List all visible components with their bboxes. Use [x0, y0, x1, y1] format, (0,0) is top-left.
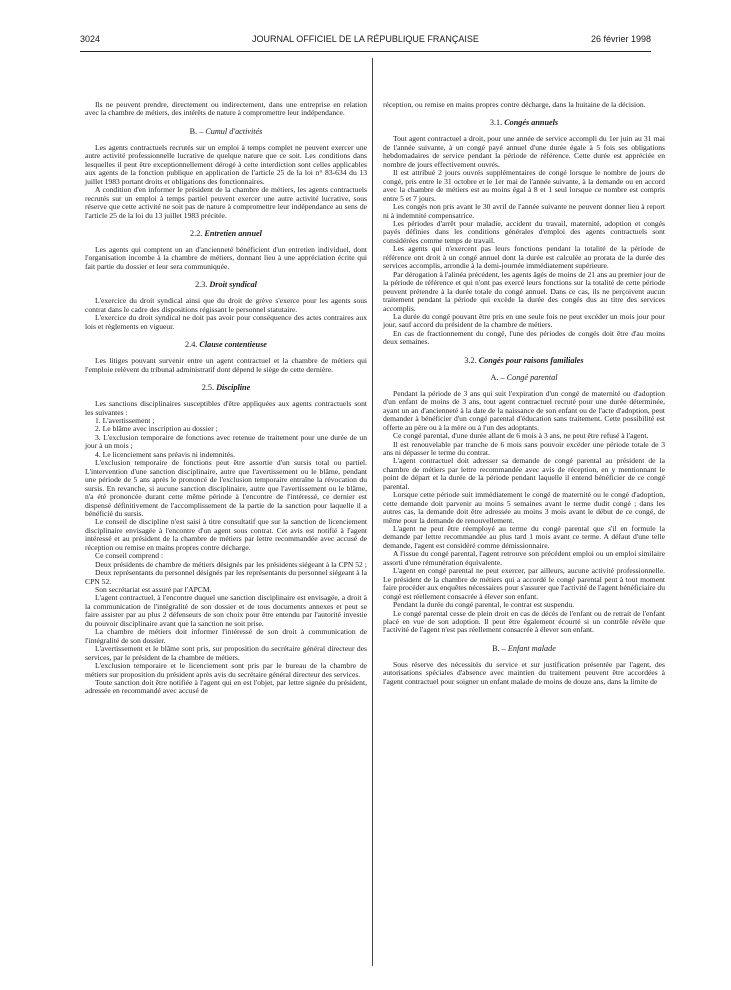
- paragraph: A condition d'en informer le président de la chambre de métiers, les agents contractuels recrutés sur un emploi à temps partiel peuvent exercer une autre activité lucrative, sous réserve que cette activité ne soit pas de nature à compromettre leur indépendance au sens de l'article 25 de la loi du 13 juillet 1983 précitée.: [85, 185, 367, 220]
- paragraph: Les litiges pouvant survenir entre un agent contractuel et la chambre de métiers qui l'emploie relèvent du tribunal administratif dont dépend le siège de cette dernière.: [85, 356, 367, 374]
- paragraph: Les congés non pris avant le 30 avril de l'année suivante ne peuvent donner lieu à report ni à indemnité compensatrice.: [383, 202, 665, 220]
- paragraph: L'exclusion temporaire et le licenciement sont pris par le bureau de la chambre de métiers sur proposition du président après avis du secrétaire général directeur des services.: [85, 661, 367, 679]
- paragraph: Pendant la période de 3 ans qui suit l'expiration d'un congé de maternité ou d'adoption d'un enfant de moins de 3 ans, tout agent contractuel recruté pour une durée déterminée, ayant un an d'ancienneté à la date de la naissance de son enfant ou de l'acte d'adoption, peut demander à bénéficier d'un congé parental d'éducation sans traitement. Cette possibilité est offerte au père ou à la mère ou à l'un des adoptants.: [383, 388, 665, 432]
- section-heading-conges-familiaux: 3.2. Congés pour raisons familiales: [464, 355, 584, 365]
- paragraph: Les agents qui n'exercent pas leurs fonctions pendant la totalité de la période de référence ont droit à un congé annuel dont la durée est calculée au prorata de la durée des services accomplis, arrondie à la demi-journée immédiatement supérieure.: [383, 244, 665, 271]
- list-item: 2. Le blâme avec inscription au dossier ;: [95, 424, 218, 434]
- page-header: [80, 34, 651, 48]
- section-heading-clause: 2.4. Clause contentieuse: [185, 340, 267, 350]
- paragraph: Les agents qui comptent un an d'ancienneté bénéficient d'un entretien individuel, dont l'organisation incombe à la chambre de métiers, donnant lieu à une appréciation écrite qui fait partie du dossier et leur sera communiquée.: [85, 244, 367, 271]
- paragraph: En cas de fractionnement du congé, l'une des périodes de congés doit être d'au moins deux semaines.: [383, 328, 665, 347]
- page-number: 3024: [80, 34, 101, 44]
- paragraph: Les sanctions disciplinaires susceptibles d'être appliquées aux agents contractuels sont les suivantes :: [85, 399, 367, 417]
- paragraph: L'agent en congé parental ne peut exercer, par ailleurs, aucune activité professionnelle. Le président de la chambre de métiers qui a accordé le congé parental peut à tout moment faire procéder aux enquêtes nécessaires pour s'assurer que l'activité de l'agent bénéficiaire du congé est réellement consacrée à élever son enfant.: [383, 566, 665, 601]
- paragraph: Tout agent contractuel a droit, pour une année de service accompli du 1er juin au 31 mai de l'année suivante, à un congé payé annuel d'une durée égale à 5 fois ses obligations hebdomadaires de service pendant la période de référence. Cette durée est appréciée en nombre de jours effectivement ouvrés.: [383, 134, 665, 169]
- paragraph: Le congé parental cesse de plein droit en cas de décès de l'enfant ou de retrait de l'enfant placé en vue de son adoption. Il peut être également écourté si un contrôle révèle que l'activité de l'agent n'est pas réellement consacrée à élever son enfant.: [383, 608, 665, 635]
- paragraph: Ce congé parental, d'une durée allant de 6 mois à 3 ans, ne peut être refusé à l'agent.: [393, 431, 649, 441]
- paragraph: L'exclusion temporaire de fonctions peut être assortie d'un sursis total ou partiel. L'intervention d'une sanction disciplinaire, autre que l'avertissement ou le blâme, pendant une période de 5 ans après le prononcé de l'exclusion temporaire entraîne la révocation du sursis. En revanche, si aucune sanction disciplinaire, autre que l'avertissement ou le blâme, n'a été prononcée durant cette même période à l'encontre de l'intéressé, ce dernier est dispensé définitivement de l'accomplissement de la partie de la sanction pour laquelle il a bénéficié du sursis.: [85, 458, 367, 518]
- paragraph: Deux présidents de chambre de métiers désignés par les présidents siégeant à la CPN 52 ;: [95, 559, 367, 569]
- paragraph: La chambre de métiers doit informer l'intéressé de son droit à communication de l'intégralité de son dossier.: [85, 627, 367, 645]
- section-heading-enfant-malade: B. – Enfant malade: [492, 643, 556, 653]
- paragraph: Toute sanction doit être notifiée à l'agent qui en est l'objet, par lettre signée du président, adressée en recommandé avec accusé de: [85, 678, 367, 696]
- paragraph: réception, ou remise en mains propres contre décharge, dans la huitaine de la décision.: [383, 100, 646, 109]
- paragraph: Pendant la durée du congé parental, le contrat est suspendu.: [393, 600, 575, 610]
- paragraph: Ils ne peuvent prendre, directement ou indirectement, dans une entreprise en relation avec la chambre de métiers, des intérêts de nature à compromettre leur indépendance.: [85, 100, 367, 118]
- paragraph: Le conseil de discipline n'est saisi à titre consultatif que sur la sanction de licenciement disciplinaire envisagée à l'encontre d'un agent sous contrat. Cet avis est notifié à l'agent intéressé et au président de la chambre de métiers par lettre recommandée avec accusé de réception ou remise en mains propres contre décharge.: [85, 517, 367, 552]
- paragraph: L'agent contractuel, à l'encontre duquel une sanction disciplinaire est envisagée, a droit à la communication de l'intégralité de son dossier et de tous documents annexes et peut se faire assister par au plus 2 défenseurs de son choix pour être entendu par l'autorité investie du pouvoir disciplinaire avant que la sanction ne soit prise.: [85, 593, 367, 628]
- paragraph: Deux représentants du personnel désignés par les représentants du personnel siégeant à la CPN 52.: [85, 568, 367, 586]
- right-column: [383, 101, 665, 686]
- paragraph: Les périodes d'arrêt pour maladie, accident du travail, maternité, adoption et congés payés définies dans les conditions générales d'emploi des agents contractuels sont considérées comme temps de travail.: [383, 218, 665, 245]
- paragraph: Lorsque cette période suit immédiatement le congé de maternité ou le congé d'adoption, cette demande doit parvenir au moins 5 semaines avant le terme dudit congé ; dans les autres cas, la demande doit être adressée au moins 3 mois avant le début de ce congé, de même pour la demande de renouvellement.: [383, 490, 665, 525]
- publication-date: 26 février 1998: [590, 34, 651, 44]
- section-heading-droit-syndical: 2.3. Droit syndical: [195, 280, 257, 290]
- paragraph: L'exercice du droit syndical ainsi que du droit de grève s'exerce pour les agents sous contrat dans le cadre des dispositions régissant le personnel statutaire.: [85, 296, 367, 314]
- paragraph: L'agent contractuel doit adresser sa demande de congé parental au président de la chambre de métiers par lettre recommandée avec avis de réception, en y mentionnant le point de départ et la durée de la période pendant laquelle il entend bénéficier de ce congé parental.: [383, 456, 665, 491]
- paragraph: Ce conseil comprend :: [95, 551, 164, 561]
- paragraph: Il est attribué 2 jours ouvrés supplémentaires de congé lorsque le nombre de jours de congé, pris entre le 31 octobre et le 1er mai de l'année suivante, à la demande ou en accord avec la chambre de métiers est au moins égal à 8 et 1 seul lorsque ce nombre est compris entre 5 et 7 jours.: [383, 168, 665, 203]
- section-heading-conges-annuels: 3.1. Congés annuels: [489, 118, 559, 128]
- paragraph: Par dérogation à l'alinéa précédent, les agents âgés de moins de 21 ans au premier jour de la période de référence et qui n'ont pas exercé leurs fonctions sur la totalité de cette période peuvent prétendre à la durée totale du congé annuel. Dans ce cas, ils ne perçoivent aucun traitement pendant la période qui excède la durée des congés dus au titre des services accomplis.: [383, 269, 665, 313]
- paragraph: La durée du congé pouvant être pris en une seule fois ne peut excéder un mois jour pour jour, sauf accord du président de la chambre de métiers.: [383, 311, 665, 330]
- section-heading-entretien: 2.2. Entretien annuel: [190, 228, 262, 238]
- paragraph: Les agents contractuels recrutés sur un emploi à temps complet ne peuvent exercer une autre activité professionnelle lucrative de quelque nature que ce soit. Les conditions dans lesquelles il peut être exceptionnellement dérogé à cette interdiction sont celles applicables aux agents de la fonction publique en application de l'article 25 de la loi n° 83-634 du 13 juillet 1983 portant droits et obligations des fonctionnaires.: [85, 142, 367, 186]
- paragraph: L'avertissement et le blâme sont pris, sur proposition du secrétaire général directeur des services, par le président de la chambre de métiers.: [85, 644, 367, 662]
- list-item: 3. L'exclusion temporaire de fonctions avec retenue de traitement pour une durée de un jour à un mois ;: [85, 432, 367, 451]
- section-heading-conge-parental: A. – Congé parental: [490, 372, 558, 382]
- left-column: [85, 101, 367, 696]
- paragraph: Son secrétariat est assuré par l'APCM.: [95, 585, 212, 595]
- paragraph: Sous réserve des nécessités du service et sur justification présentée par l'agent, des autorisations spéciales d'absence avec maintien du traitement peuvent être accordées à l'agent contractuel pour soigner un enfant malade de moins de douze ans, dans la limite de: [383, 659, 665, 686]
- list-item: 4. Le licenciement sans préavis ni indemnités.: [95, 449, 236, 459]
- section-heading-cumul: B. – Cumul d'activités: [189, 126, 263, 136]
- section-heading-discipline: 2.5. Discipline: [201, 383, 251, 393]
- header-rule: [80, 51, 651, 52]
- paragraph: A l'issue du congé parental, l'agent retrouve son précédent emploi ou un emploi similaire assorti d'une rémunération équivalente.: [383, 549, 665, 567]
- paragraph: L'agent ne peut être réemployé au terme du congé parental que s'il en formule la demande par lettre recommandée au plus tard 1 mois avant ce terme. A défaut d'une telle demande, l'agent est considéré comme démissionnaire.: [383, 524, 665, 550]
- paragraph: Il est renouvelable par tranche de 6 mois sans pouvoir excéder une période totale de 3 ans ni dépasser le terme du contrat.: [383, 439, 665, 457]
- column-divider: [372, 58, 373, 966]
- list-item: 1. L'avertissement ;: [95, 415, 155, 425]
- journal-title: JOURNAL OFFICIEL DE LA RÉPUBLIQUE FRANÇAISE: [252, 34, 479, 44]
- paragraph: L'exercice du droit syndical ne doit pas avoir pour conséquence des actes contraires aux lois et règlements en vigueur.: [85, 313, 367, 331]
